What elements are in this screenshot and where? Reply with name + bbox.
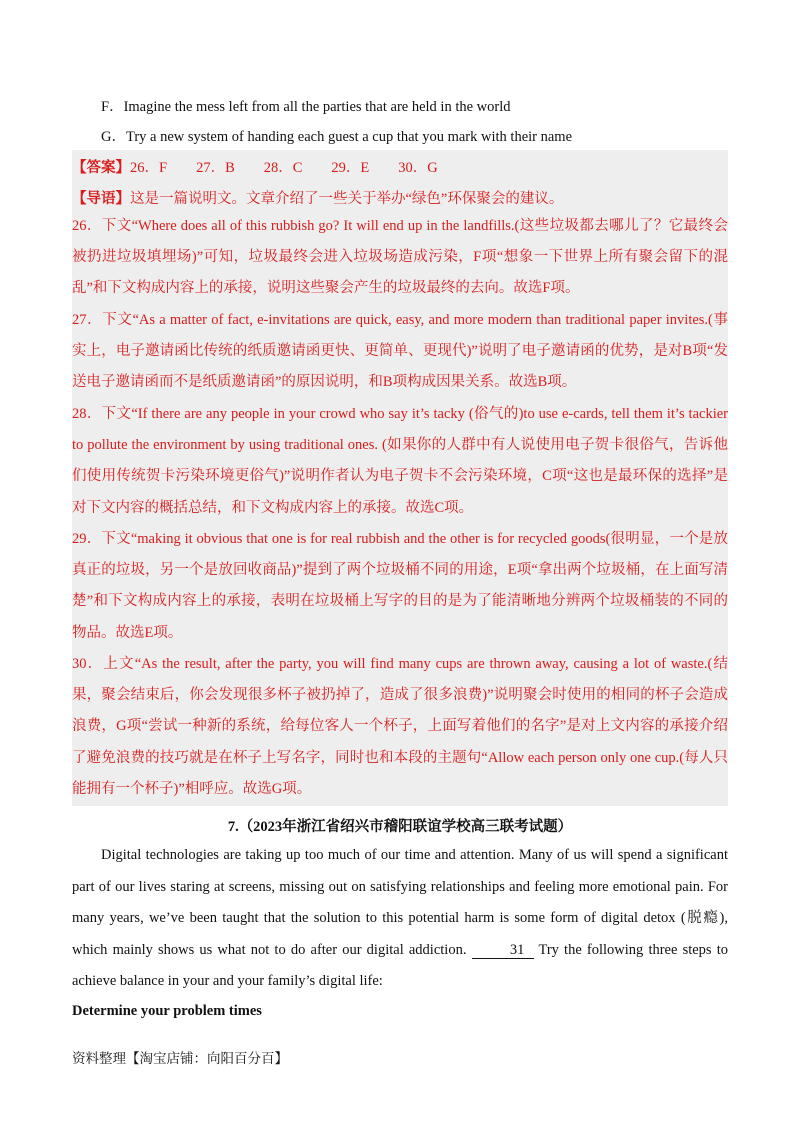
page-footer: 资料整理【淘宝店铺：向阳百分百】 [72,1051,288,1066]
answer-text: 26．F 27．B 28．C 29．E 30．G [130,160,438,176]
blank-31[interactable]: 31 [472,942,534,959]
option-g: G．Try a new system of handing each guest a cup that you mark with their name [101,129,573,145]
explanation-28: 28．下文“If there are any people in your crowd who say it’s tacky (俗气的)to use e-cards, tell them it’s tackier to pollute the environment by using traditional ones. (如果你的人群中有人说使用电子贺卡很俗气，告诉他们使用传统贺卡污染环境更俗气)”说明作者认为电子贺卡不会污染环境，C项“这也是最环保的选择”是对下文内容的概括总结，和下文构成内容上的承接。故选C项。 [72,406,728,516]
answer-label: 【答案】 [72,160,130,176]
guide-label: 【导语】 [72,191,130,207]
explanation-26: 26．下文“Where does all of this rubbish go? It will end up in the landfills.(这些垃圾都去哪儿了？它最终会被扔进垃圾填埋场)”可知，垃圾最终会进入垃圾场造成污染，F项“想象一下世界上所有聚会留下的混乱”和下文构成内容上的承接，说明这些聚会产生的垃圾最终的去向。故选F项。 [72,218,728,297]
explanation-27: 27．下文“As a matter of fact, e-invitations are quick, easy, and more modern than traditional paper invites.(事实上，电子邀请函比传统的纸质邀请函更快、更简单、更现代)”说明了电子邀请函的优势，是对B项“发送电子邀请函而不是纸质邀请函”的原因说明，和B项构成因果关系。故选B项。 [72,312,728,391]
answer-explanation-box [72,150,728,806]
passage-paragraph [72,840,728,998]
option-f: F．Imagine the mess left from all the parties that are held in the world [101,99,511,115]
guide-line [72,187,563,208]
explanation-29: 29．下文“making it obvious that one is for real rubbish and the other is for recycled goods(很明显，一个是放真正的垃圾，另一个是放回收商品)”提到了两个垃圾桶不同的用途，E项“拿出两个垃圾桶，在上面写清楚”和下文构成内容上的承接，表明在垃圾桶上写字的目的是为了能清晰地分辨两个垃圾桶装的不同的物品。故选E项。 [72,531,728,641]
guide-text: 这是一篇说明文。文章介绍了一些关于举办“绿色”环保聚会的建议。 [130,191,564,207]
explanation-30: 30．上文“As the result, after the party, you will find many cups are thrown away, causing a lot of waste.(结果，聚会结束后，你会发现很多杯子被扔掉了，造成了很多浪费)”说明聚会时使用的相同的杯子会造成浪费，G项“尝试一种新的系统，给每位客人一个杯子，上面写着他们的名字”是对上文内容的承接介绍了避免浪费的技巧就是在杯子上写名字，同时也和本段的主题句“Allow each person only one cup.(每人只能拥有一个杯子)”相呼应。故选G项。 [72,656,728,797]
passage-text-before: Digital technologies are taking up too much of our time and attention. Many of us will spend a significant part of our lives staring at screens, missing out on satisfying relationships and feeling more emotional pain. For many years, we’ve been taught that the solution to this potential harm is some form of digital detox (脱瘾), which mainly shows us what not to do after our digital addiction. [72,847,728,958]
answer-line [72,156,438,177]
question-heading: 7.（2023年浙江省绍兴市稽阳联谊学校高三联考试题） [227,819,573,835]
passage-text-after: Try the following three steps to achieve balance in your and your family’s digital life: [72,941,728,990]
section-subheading: Determine your problem times [72,1003,262,1019]
